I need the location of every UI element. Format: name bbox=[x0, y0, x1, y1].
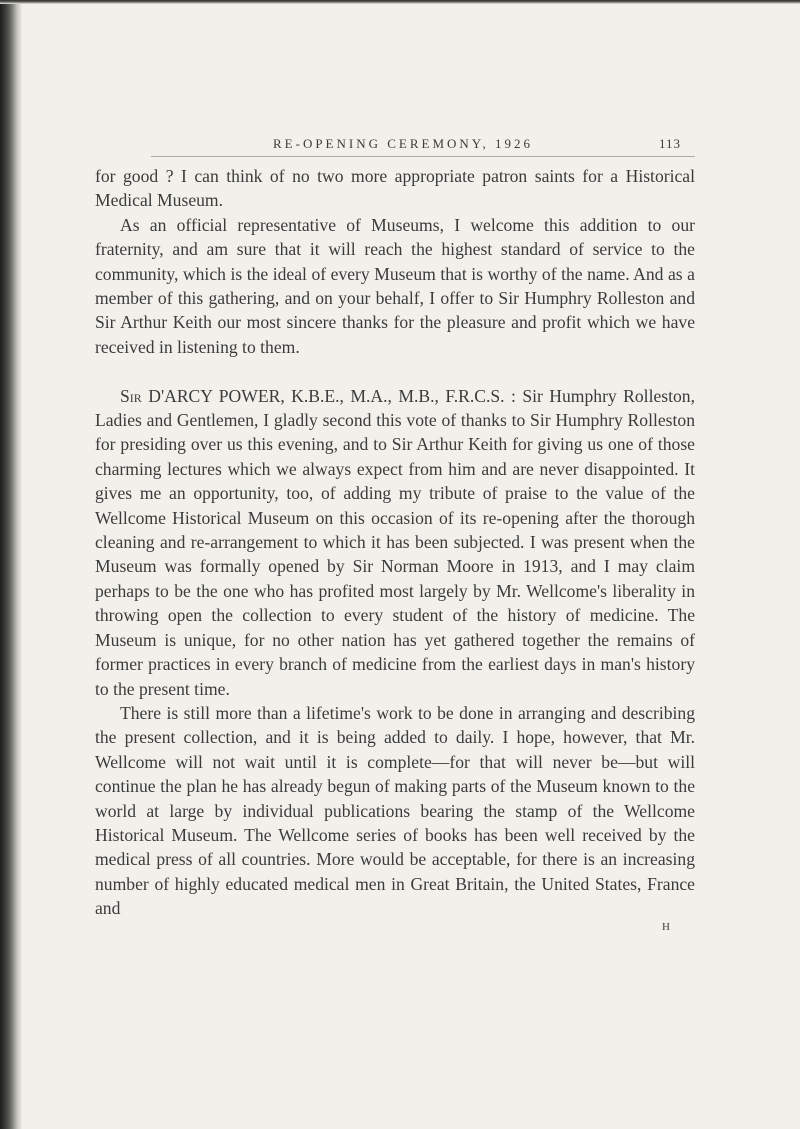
page-number: 113 bbox=[658, 136, 681, 151]
paragraph-continuation: for good ? I can think of no two more appropriate patron saints for a Historical Medical Museum. bbox=[95, 166, 695, 211]
signature-mark: H bbox=[662, 920, 671, 933]
body-text bbox=[95, 164, 695, 921]
speech-text: Sir Humphry Rolleston, Ladies and Gentlemen, I gladly second this vote of thanks to Sir Humphry Rolleston for presiding over us this evening, and to Sir Arthur Keith for giving us one of those charming lectures which we always expect from him and are never disappointed. It gives me an opportunity, too, of adding my tribute of praise to the value of the Wellcome Historical Museum on this occasion of its re-opening after the thorough cleaning and re-arrangement to which it has been subjected. I was present when the Museum was formally opened by Sir Norman Moore in 1913, and I may claim perhaps to be the one who has profited most largely by Mr. Wellcome's liberality in throwing open the collection to every student of the history of medicine. The Museum is unique, for no other nation has yet gathered together the remains of former practices in every branch of medicine from the earliest days in man's history to the present time. bbox=[95, 385, 695, 699]
running-head bbox=[95, 128, 695, 158]
paragraph-darcy-power bbox=[95, 384, 695, 701]
book-binding-edge bbox=[0, 0, 22, 1129]
speaker-name: D'ARCY POWER, K.B.E., M.A., M.B., F.R.C.S. : bbox=[148, 385, 516, 406]
running-title: RE-OPENING CEREMONY, 1926 bbox=[273, 136, 534, 151]
paragraph-lifetime-work: There is still more than a lifetime's work to be done in arranging and describing the present collection, and it is being added to daily. I hope, however, that Mr. Wellcome will not wait until it is complete—for that will never be—but will continue the plan he has already begun of making parts of the Museum known to the world at large by individual publications bearing the stamp of the Wellcome Historical Museum. The Wellcome series of books has been well received by the medical press of all countries. More would be acceptable, for there is an increasing number of highly educated medical men in Great Britain, the United States, France and bbox=[95, 702, 695, 919]
paragraph-official-representative: As an official representative of Museums, I welcome this addition to our fraternity, and am sure that it will reach the highest standard of service to the community, which is the ideal of every Museum that is worthy of the name. And as a member of this gathering, and on your behalf, I offer to Sir Humphry Rolleston and Sir Arthur Keith our most sincere thanks for the pleasure and profit which we have received in listening to them. bbox=[95, 214, 695, 357]
speaker-honorific: Sir bbox=[120, 385, 142, 406]
page-top-edge bbox=[0, 0, 800, 4]
book-page bbox=[95, 128, 695, 933]
header-rule bbox=[151, 156, 695, 157]
